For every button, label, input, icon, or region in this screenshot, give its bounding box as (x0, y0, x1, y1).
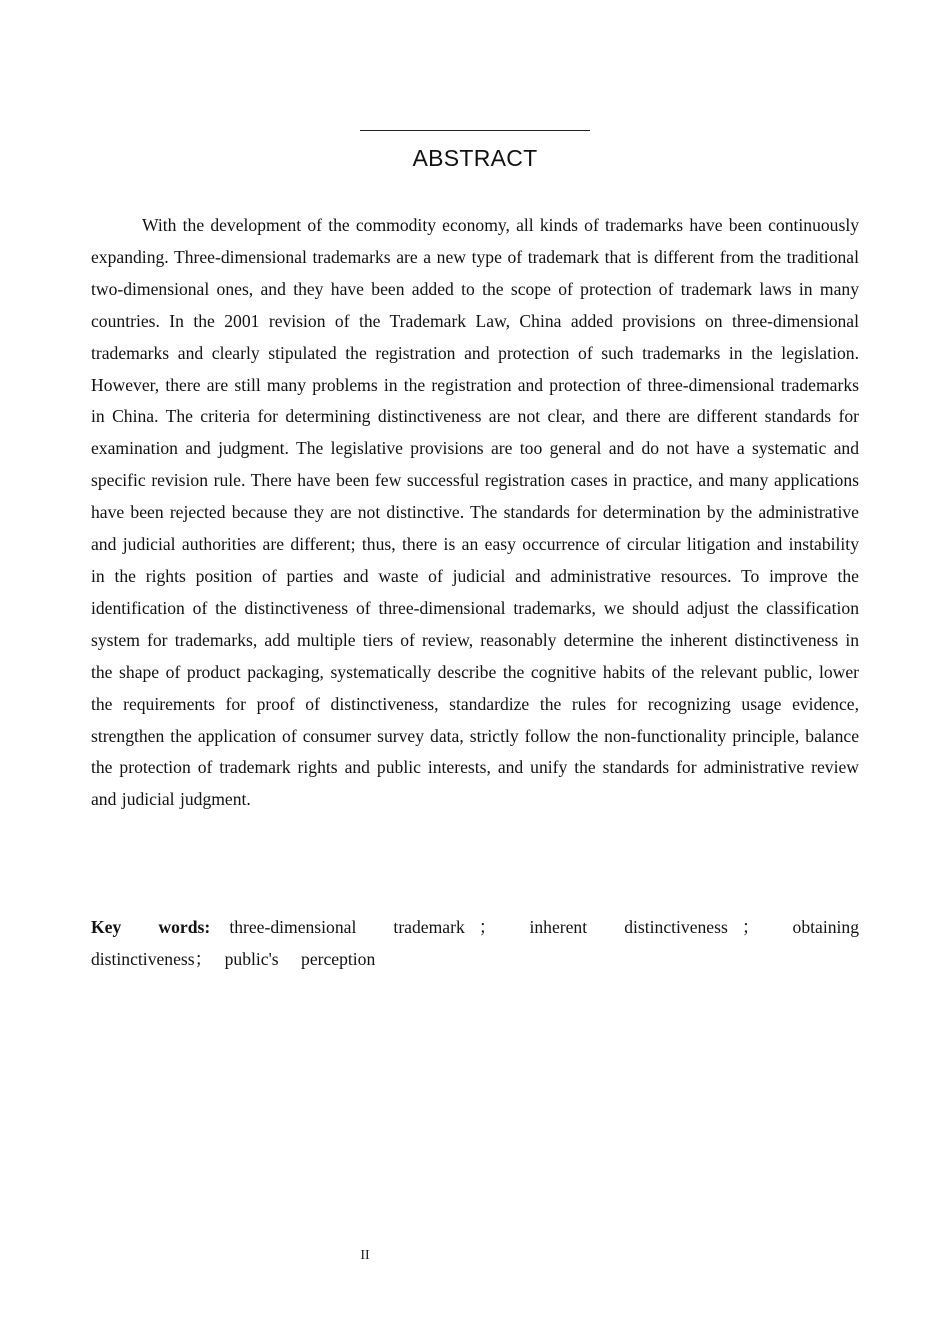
keyword-item: inherent distinctiveness (529, 917, 728, 937)
keyword-separator: ； (741, 917, 760, 937)
abstract-body: With the development of the commodity economy, all kinds of trademarks have been continuously expanding. Three-dimensional trademarks are a new type of trademark that is different from the traditional two-dimensional ones, and they have been added to the scope of protection of trademark laws in many countries. In the 2001 revision of the Trademark Law, China added provisions on three-dimensional trademarks and clearly stipulated the registration and protection of such trademarks in the legislation. However, there are still many problems in the registration and protection of three-dimensional trademarks in China. The criteria for determining distinctiveness are not clear, and there are different standards for examination and judgment. The legislative provisions are too general and do not have a systematic and specific revision rule. There have been few successful registration cases in practice, and many applications have been rejected because they are not distinctive. The standards for determination by the administrative and judicial authorities are different; thus, there is an easy occurrence of circular litigation and instability in the rights position of parties and waste of judicial and administrative resources. To improve the identification of the distinctiveness of three-dimensional trademarks, we should adjust the classification system for trademarks, add multiple tiers of review, reasonably determine the inherent distinctiveness in the shape of product packaging, systematically describe the cognitive habits of the relevant public, lower the requirements for proof of distinctiveness, standardize the rules for recognizing usage evidence, strengthen the application of consumer survey data, strictly follow the non-functionality principle, balance the protection of trademark rights and public interests, and unify the standards for administrative review and judicial judgment. (91, 215, 859, 810)
keyword-separator: ； (478, 917, 497, 937)
keywords-label: Key words: (91, 917, 211, 937)
keyword-item: public's perception (224, 948, 376, 969)
keyword-item: obtaining distinctiveness (91, 917, 859, 969)
keyword-item: three-dimensional trademark (229, 917, 465, 937)
abstract-title: ABSTRACT (412, 145, 538, 171)
keyword-separator: ； (194, 948, 213, 969)
title-rule (360, 130, 590, 131)
keywords-line (91, 912, 859, 976)
page-number: II (360, 1248, 370, 1263)
